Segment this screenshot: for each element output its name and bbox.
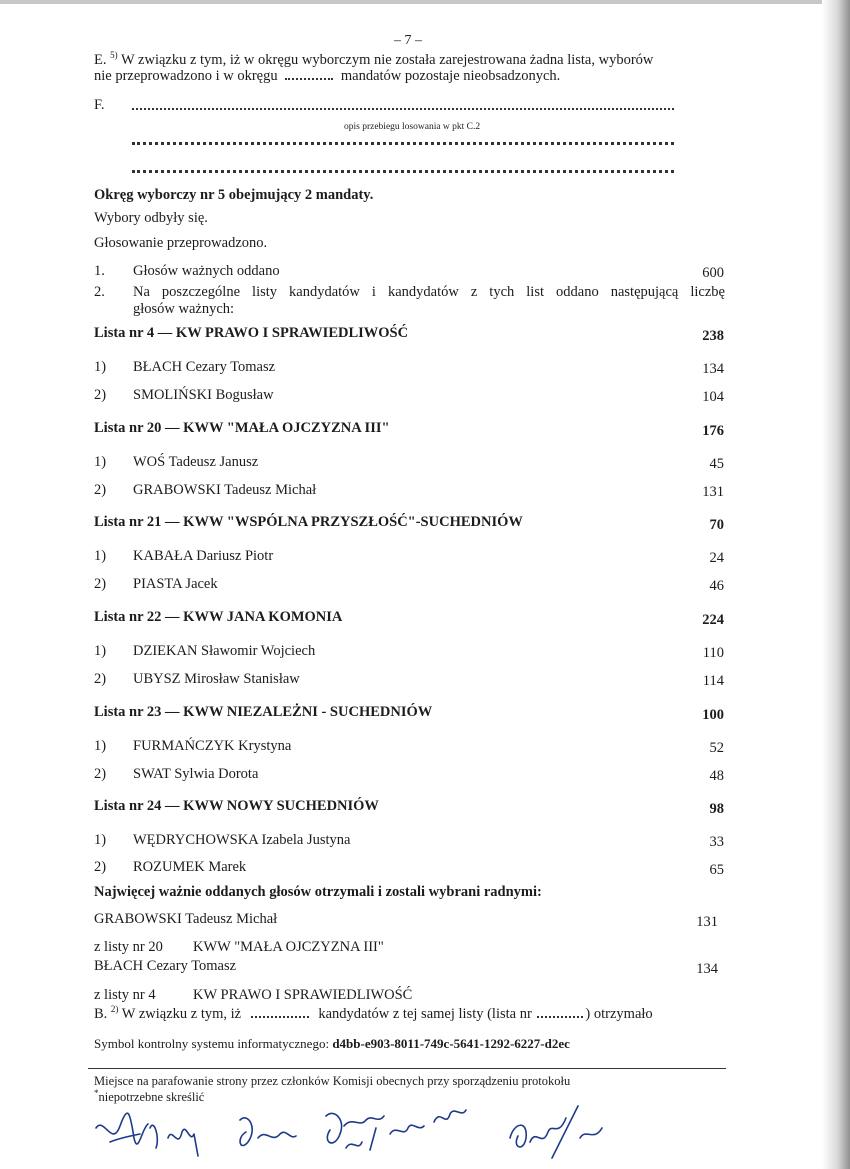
list-total: 176 — [702, 423, 724, 439]
list-title: Lista nr 24 — KWW NOWY SUCHEDNIÓW — [94, 798, 379, 814]
footer-star: * — [94, 1088, 99, 1098]
signature-2 — [168, 1129, 198, 1156]
candidate-votes: 134 — [702, 361, 724, 377]
section-b-footnote-mark: 2) — [110, 1004, 119, 1014]
candidate-votes: 48 — [709, 768, 724, 784]
candidate-name: WĘDRYCHOWSKA Izabela Justyna — [133, 832, 351, 848]
candidate-name: WOŚ Tadeusz Janusz — [133, 454, 259, 470]
section-f-line-2 — [132, 142, 674, 145]
winner-list-name: KWW "MAŁA OJCZYZNA III" — [193, 939, 384, 955]
winner-votes: 131 — [696, 914, 718, 930]
candidate-position: 2) — [94, 482, 107, 498]
candidate-votes: 114 — [702, 673, 724, 689]
candidate-position: 2) — [94, 671, 107, 687]
item-text: Głosów ważnych oddano — [133, 263, 280, 279]
section-e-line1 — [94, 50, 653, 69]
winner-name: GRABOWSKI Tadeusz Michał — [94, 911, 278, 927]
candidate-votes: 33 — [709, 834, 724, 850]
winner-list-prefix: z listy nr 20 — [94, 939, 163, 955]
section-f-line-3 — [132, 170, 674, 173]
list-title: Lista nr 21 — KWW "WSPÓLNA PRZYSZŁOŚĆ"-SUCHEDNIÓW — [94, 514, 523, 530]
list-title: Lista nr 20 — KWW "MAŁA OJCZYZNA III" — [94, 420, 390, 436]
control-symbol-value: d4bb-e903-8011-749c-5641-1292-6227-d2ec — [332, 1036, 570, 1051]
footer-star-text: niepotrzebne skreślić — [98, 1090, 205, 1105]
elections-held: Wybory odbyły się. — [94, 210, 208, 226]
candidate-position: 1) — [94, 454, 107, 470]
winner-votes: 134 — [696, 961, 718, 977]
section-b-text-b: kandydatów z tej samej listy (lista nr — [318, 1005, 532, 1022]
section-b-line — [94, 1004, 653, 1023]
scan-right-edge — [822, 0, 850, 1169]
section-f-line-1 — [132, 108, 674, 110]
candidate-votes: 46 — [709, 578, 724, 594]
candidate-votes: 104 — [702, 389, 724, 405]
candidate-name: DZIEKAN Sławomir Wojciech — [133, 643, 316, 659]
candidate-name: BŁACH Cezary Tomasz — [133, 359, 276, 375]
item-number: 1. — [94, 263, 105, 279]
scan-top-edge — [0, 0, 850, 4]
section-e-text: W związku z tym, iż w okręgu wyborczym nie została zarejestrowana żadna lista, wyborów — [120, 51, 654, 68]
candidate-votes: 110 — [702, 645, 724, 661]
signature-4 — [326, 1113, 384, 1150]
list-total: 70 — [709, 517, 724, 533]
section-b-text-a: W związku z tym, iż — [121, 1005, 242, 1022]
signature-3 — [240, 1118, 296, 1146]
candidate-name: PIASTA Jacek — [133, 576, 218, 592]
candidate-votes: 52 — [709, 740, 724, 756]
section-b-blank-count — [251, 1016, 309, 1018]
candidate-position: 1) — [94, 643, 107, 659]
section-b-text-c: ) otrzymało — [585, 1005, 653, 1022]
list-title: Lista nr 22 — KWW JANA KOMONIA — [94, 609, 343, 625]
candidate-position: 1) — [94, 359, 107, 375]
district-heading: Okręg wyborczy nr 5 obejmujący 2 mandaty. — [94, 187, 374, 203]
candidate-name: ROZUMEK Marek — [133, 859, 247, 875]
voting-conducted: Głosowanie przeprowadzono. — [94, 235, 268, 251]
candidate-position: 2) — [94, 387, 107, 403]
control-symbol-label: Symbol kontrolny systemu informatycznego: — [94, 1036, 330, 1051]
candidate-votes: 131 — [702, 484, 724, 500]
candidate-name: KABAŁA Dariusz Piotr — [133, 548, 274, 564]
section-e-text-b: mandatów pozostaje nieobsadzonych. — [340, 68, 561, 84]
section-e-footnote-mark: 5) — [110, 50, 118, 60]
footer-initials-note: Miejsce na parafowanie strony przez członków Komisji obecnych przy sporządzeniu protokołu — [94, 1074, 571, 1088]
signature-5 — [390, 1110, 466, 1134]
section-e-text-a: nie przeprowadzono i w okręgu — [94, 68, 278, 84]
candidate-name: UBYSZ Mirosław Stanisław — [133, 671, 300, 687]
candidate-votes: 24 — [709, 550, 724, 566]
section-b-blank-list — [537, 1016, 583, 1018]
valid-votes-total: 600 — [702, 265, 724, 281]
page-number: – 7 – — [394, 33, 422, 48]
list-title: Lista nr 4 — KW PRAWO I SPRAWIEDLIWOŚĆ — [94, 325, 409, 341]
winner-name: BŁACH Cezary Tomasz — [94, 958, 237, 974]
item-text-continuation: głosów ważnych: — [133, 301, 235, 317]
handwritten-signatures — [90, 1098, 650, 1164]
elected-heading: Najwięcej ważnie oddanych głosów otrzymali i zostali wybrani radnymi: — [94, 884, 542, 900]
section-e-line2 — [94, 68, 560, 85]
candidate-name: GRABOWSKI Tadeusz Michał — [133, 482, 317, 498]
item-number: 2. — [94, 284, 105, 300]
list-total: 238 — [702, 328, 724, 344]
signature-1 — [96, 1113, 157, 1148]
candidate-name: FURMAŃCZYK Krystyna — [133, 738, 292, 754]
candidate-position: 1) — [94, 738, 107, 754]
candidate-position: 2) — [94, 766, 107, 782]
candidate-votes: 45 — [709, 456, 724, 472]
candidate-name: SWAT Sylwia Dorota — [133, 766, 259, 782]
winner-list-name: KW PRAWO I SPRAWIEDLIWOŚĆ — [193, 987, 413, 1003]
candidate-votes: 65 — [709, 862, 724, 878]
candidate-position: 1) — [94, 832, 107, 848]
candidate-position: 2) — [94, 859, 107, 875]
list-total: 100 — [702, 707, 724, 723]
footer-divider — [88, 1068, 726, 1069]
item-text: Na poszczególne listy kandydatów i kandydatów z tych list oddano następującą liczbę — [133, 284, 725, 300]
list-title: Lista nr 23 — KWW NIEZALEŻNI - SUCHEDNIÓW — [94, 704, 433, 720]
winner-list-prefix: z listy nr 4 — [94, 987, 156, 1003]
signature-6 — [510, 1106, 602, 1158]
control-symbol-line — [94, 1036, 570, 1052]
list-total: 224 — [702, 612, 724, 628]
section-f-label: F. — [94, 97, 105, 113]
section-e-blank — [285, 78, 333, 80]
candidate-position: 2) — [94, 576, 107, 592]
candidate-position: 1) — [94, 548, 107, 564]
list-total: 98 — [709, 801, 724, 817]
section-e-label: E. — [94, 51, 107, 68]
section-f-caption: opis przebiegu losowania w pkt C.2 — [344, 122, 481, 132]
section-b-label: B. — [94, 1005, 108, 1022]
candidate-name: SMOLIŃSKI Bogusław — [133, 387, 274, 403]
